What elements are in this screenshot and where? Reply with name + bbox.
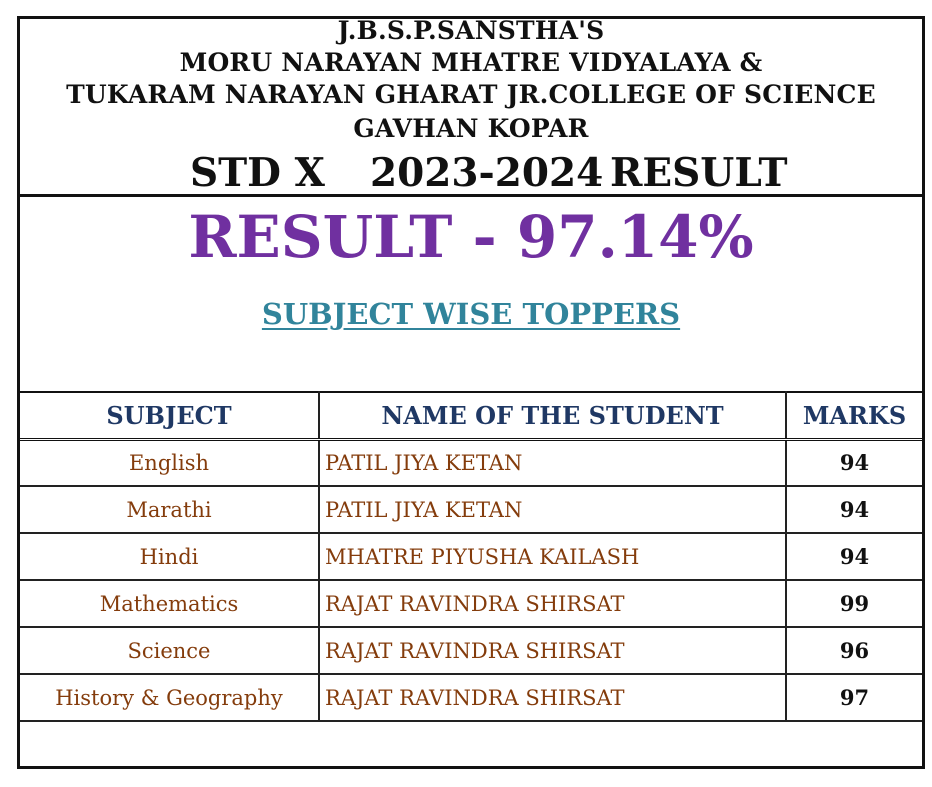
subject-cell: Science <box>20 627 319 674</box>
student-cell: RAJAT RAVINDRA SHIRSAT <box>319 580 786 627</box>
table-row <box>20 486 922 533</box>
school-location: GAVHAN KOPAR <box>353 114 589 143</box>
school-name: MORU NARAYAN MHATRE VIDYALAYA & <box>179 48 763 77</box>
marks-cell: 97 <box>786 674 922 721</box>
marks-cell: 94 <box>786 439 922 486</box>
student-cell: MHATRE PIYUSHA KAILASH <box>319 533 786 580</box>
column-header-marks: MARKS <box>786 392 922 439</box>
student-cell: RAJAT RAVINDRA SHIRSAT <box>319 627 786 674</box>
toppers-title <box>20 297 922 331</box>
toppers-table <box>20 391 922 722</box>
table-row <box>20 439 922 486</box>
result-sheet <box>17 16 925 769</box>
marks-cell: 94 <box>786 533 922 580</box>
student-cell: PATIL JIYA KETAN <box>319 439 786 486</box>
subject-cell: Mathematics <box>20 580 319 627</box>
subject-cell: History & Geography <box>20 674 319 721</box>
table-row <box>20 533 922 580</box>
column-header-student: NAME OF THE STUDENT <box>319 392 786 439</box>
table-row <box>20 580 922 627</box>
subject-cell: Hindi <box>20 533 319 580</box>
table-row <box>20 627 922 674</box>
result-label: RESULT <box>610 150 788 196</box>
result-percentage-banner: RESULT - 97.14% <box>188 203 754 271</box>
school-header <box>20 16 922 197</box>
table-row <box>20 674 922 721</box>
college-name: TUKARAM NARAYAN GHARAT JR.COLLEGE OF SCIENCE <box>66 80 876 109</box>
trust-name: J.B.S.P.SANSTHA'S <box>337 16 605 45</box>
student-cell: PATIL JIYA KETAN <box>319 486 786 533</box>
marks-cell: 94 <box>786 486 922 533</box>
marks-cell: 99 <box>786 580 922 627</box>
academic-year: 2023-2024 <box>370 150 604 196</box>
student-cell: RAJAT RAVINDRA SHIRSAT <box>319 674 786 721</box>
std-year-line <box>20 150 922 194</box>
subject-cell: Marathi <box>20 486 319 533</box>
subject-cell: English <box>20 439 319 486</box>
table-header-row <box>20 392 922 439</box>
toppers-title-text: SUBJECT WISE TOPPERS <box>261 297 681 331</box>
std-label: STD X <box>190 150 325 196</box>
column-header-subject: SUBJECT <box>20 392 319 439</box>
marks-cell: 96 <box>786 627 922 674</box>
